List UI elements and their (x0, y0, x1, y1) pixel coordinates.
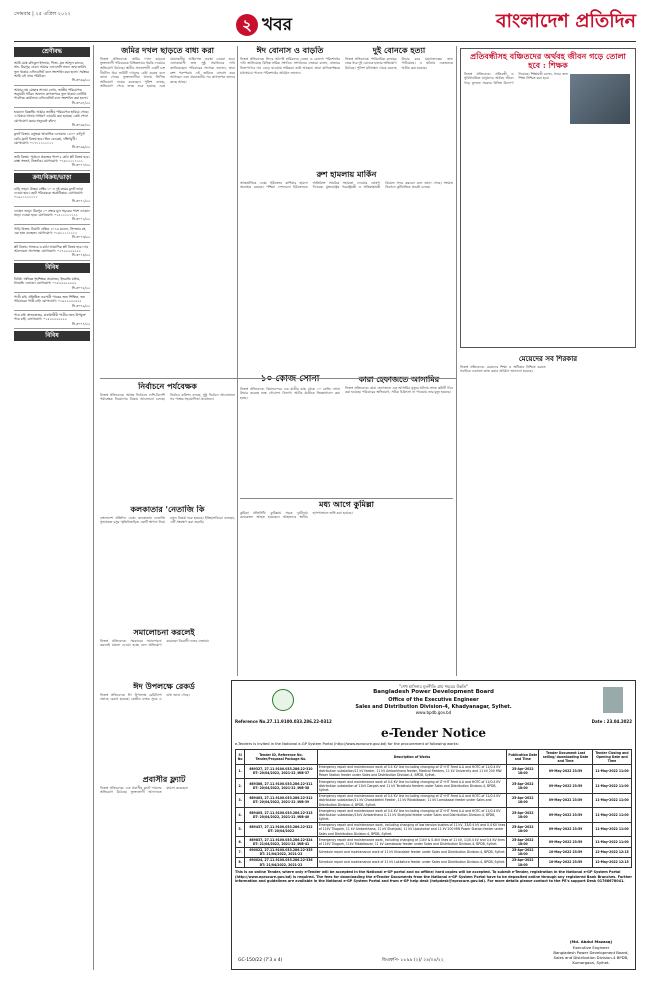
table-cell-close: 11-May-2022 11:00 (592, 793, 631, 808)
article-body: নিজস্ব প্রতিবেদক: প্রতিবন্ধী ও সুবিধাবঞ্চিত মানুষদের অর্থবহ জীবন গড়ে তুলতে সরকার বিভিন্ন উদ্যোগ নিয়েছে। শিক্ষামন্ত্রী বলেন, সবার জন্য শিক্ষা নিশ্চিত করা হবে। (464, 71, 568, 85)
classified-category-buy: ক্রয়/বিক্রয়/ভাড়া (14, 173, 90, 183)
article-body: নিজস্ব প্রতিবেদক: জমির দখল ছাড়তে ভুক্তভোগী পরিবারকে বিভিন্নভাবে হুমকি দেওয়ার অভিযোগ উঠেছে। স্থানীয় প্রভাবশালী একটি চক্র দীর্ঘদিন ধরে জমিটি দখলের চেষ্টা করছে বলে জানা গেছে। ভুক্তভোগীরা থানায় লিখিত অভিযোগ দায়ের করেছেন। পুলিশ বলছে, অভিযোগ পেয়ে তদন্ত শুরু হয়েছে এবং প্রয়োজনীয় আইনগত ব্যবস্থা নেওয়া হবে। এলাকাবাসী দ্রুত সুষ্ঠু সমাধানের দাবি জানিয়েছেন। পরিবারের সদস্যরা জানান, তারা বংশ পরম্পরায় এই জমিতে বসবাস করে আসছেন এবং প্রয়োজনীয় সব কাগজপত্র তাদের কাছে আছে। (100, 56, 235, 89)
table-header-cell: Tender ID, Reference No. Tender/Proposal Package No. (245, 750, 317, 765)
classified-ad (14, 86, 90, 108)
table-cell-pub: 25-Apr-2022 18:00 (507, 837, 539, 847)
page-header (14, 8, 636, 42)
table-cell-close: 11-May-2022 11:00 (592, 822, 631, 837)
classified-ad-ref: সি-৩০৭১/২২ (71, 199, 90, 204)
tender-notice (231, 680, 636, 970)
article-body: বাংলাদেশ প্রতিদিন ডেস্ক: কলকাতায় নেতাজি সুভাষচন্দ্র বসুর স্মৃতিবিজড়িত একটি স্থাপনা নিয়ে নতুন বিতর্ক শুরু হয়েছে। ইতিহাসবিদরা বলছেন, এটি সংরক্ষণ করা জরুরি। (100, 515, 235, 525)
classified-ad (14, 207, 90, 225)
classified-ad-text: গাড়ি বিক্রয়: টয়োটা এক্সিও ২০১৬ মডেল, সিলভার রং, এক হাত ব্যবহৃত। যোগাযোগ: ০১৬১১১১১১১১ (14, 226, 87, 236)
table-cell-id: 689405, 27.11.9100.033.286.22-313 DT: 20/04/2022, 2021-22 /WB-40 (245, 808, 317, 823)
classified-category-jobs: বিবিধ (14, 331, 90, 341)
classified-column (14, 45, 94, 970)
table-cell-close: 11-May-2022 11:00 (592, 837, 631, 847)
article-headline: সমালোচনা করলেই (133, 628, 195, 637)
table-cell-desc: Emergency repair and maintenance work, including changing of low tension bushes of 11 kV, 33/0.4 kV and 0.4 KV lines of 11kV Tilagarh, 11 kV Amberkhana, 11 kV Shahjalal, 11 kV Uposhohor and 11 kV 200 MW Power Station feeder under Sales and Distribution Division-4, BPDB, Sylhet. (318, 823, 506, 836)
classified-category-misc: বিবিধ (14, 263, 90, 273)
table-cell-close: 11-May-2022 11:00 (592, 764, 631, 779)
article-headline: প্রবাসীর ফ্ল্যাট (142, 775, 186, 784)
table-cell-id: 689386, 27.11.9100.033.286.22-311 DT: 20/04/2022, 2021-22 /WB-38 (245, 779, 317, 794)
classified-ad-text: ফ্ল্যাট বিক্রয়: বসুন্ধরা আবাসিক এলাকায় ১৪০০ বর্গফুট রেডি ফ্ল্যাট বিক্রয় হবে। তিন বেডরুম, দক্ষিণমুখী। যোগাযোগ: ০১৭১১১১১১১১ (14, 132, 85, 145)
classified-ad (14, 59, 90, 86)
table-cell-sl: 1. (236, 764, 245, 779)
table-cell-last: 09-May-2022 23:59 (539, 764, 593, 779)
table-cell-id: 690022, 27.11.9100.033.286.22-335 DT: 21/04/2022, 2021-22 (245, 847, 317, 857)
table-row (236, 822, 632, 837)
article-girls (460, 355, 636, 455)
classified-ad-text: আমি মোঃ রফিকুল ইসলাম, পিতা- মৃত আব্দুল কাদের, সাং- মিরপুর, ঢাকা। আমার এসএসসি সনদে জন্ম তারিখ ভুল থাকায় এফিডেভিট বলে সংশোধন করা হলো। সর্বস্তরে আমি এই নামে পরিচিত। (14, 61, 89, 78)
article-headline: ঈদ বোনাস ও বাড়তি (256, 46, 324, 55)
classified-ad-text: জমি বিক্রয়: পূর্বাচল প্রকল্পের পাশে ৫ কাঠা প্লট বিক্রয় হবে। রাস্তা সংলগ্ন, নিষ্কণ্টক। যোগাযোগ: ০১৮১১১১১১১১ (14, 154, 90, 163)
page-number-badge: ২ (236, 14, 258, 36)
table-header-cell: Sl No (236, 750, 245, 765)
classified-ad-text: দোকান ভাড়া: মিরপুর ১০ নম্বরে মূল সড়কের পাশে দোকান ভাড়া দেওয়া হবে। যোগাযোগ: ০১৫১১১১১১১১ (14, 208, 90, 218)
classified-ad (14, 153, 90, 171)
table-cell-pub: 25-Apr-2022 18:00 (507, 793, 539, 808)
article-gold (240, 375, 340, 495)
article-election-observer (100, 382, 235, 502)
tender-org: Bangladesh Power Development Board (373, 689, 494, 696)
table-cell-id: 690024, 27.11.9100.033.286.22-336 DT: 21/04/2022, 2021-22 (245, 857, 317, 867)
article-headline: রুশ হামলায় মার্কিন (316, 170, 377, 179)
table-cell-desc: Emergency repair and maintenance work of 0.4 KV line including changing of LT+HT Feed A.A and HOTC of 11/0.4 KV distribution substation of 11kV Dargah and 11 kV Terakhola feeders under Sales and Distribution Division-4, BPDB, Sylhet. (317, 779, 507, 794)
table-cell-id: 689837, 27.11.9100.033.286.22-324 DT: 21/04/2022, 2021-22 /WB-41 (245, 837, 317, 847)
signer-title: Executive Engineer (572, 944, 610, 950)
portrait-photo (603, 687, 623, 713)
table-cell-close: 12-May-2022 12:15 (592, 857, 631, 867)
tender-code: GC-150/22 (7'3 x 4) (238, 957, 283, 963)
table-cell-desc: Emergency repair and maintenance work of 0.4 KV line including changing of LT+HT Feed A.A and HOTC of 11/0.4 KV distribution substation/11kV Ambarkhana & 11 kV Shahjalal feeder under Sales and Distribution Division-4, BPDB, Sylhet. (317, 808, 507, 823)
classified-ad-ref: সি-৩০৭৭/২২ (71, 321, 90, 326)
classified-ad-ref: সি-৩০৭০/২২ (71, 163, 90, 168)
table-cell-last: 10-May-2022 23:59 (539, 847, 593, 857)
table-row (236, 837, 632, 847)
classified-ad (14, 243, 90, 261)
classified-ad-ref: সি-৩০৬৭/২২ (71, 100, 90, 105)
table-cell-sl: 3. (236, 793, 245, 808)
article-headline: কলকাতার 'নেতাজি কি (130, 505, 205, 514)
table-header-cell: Publication Date and Time (507, 750, 539, 765)
article-eid-bonus (240, 46, 340, 166)
classified-ad (14, 293, 90, 311)
signer-org: Bangladesh Power Development Board, Sales and Distribution Division-4 BPDB, Kumargaon, Sylhet. (553, 949, 629, 965)
classified-ad-text: বিবিধ: অভিজ্ঞ গৃহশিক্ষক প্রয়োজন, ইংরেজি মাধ্যম, ধানমন্ডি এলাকা। যোগাযোগ: ০১৮২২২২২২২২ (14, 276, 81, 286)
article-expat-flat (100, 775, 228, 970)
table-cell-last: 09-May-2022 23:59 (539, 822, 593, 837)
tender-signature (551, 939, 631, 965)
classified-ad-ref: সি-৩০৬৮/২২ (71, 122, 90, 127)
table-cell-desc: Emergency repair and maintenance work, including changing of 11kV & 0.4kV lines of 11 kV, 11/0.4 kV and 0.4 KV lines of 11kV Tilagarh, 11kV Rikabibazar, 11 kV Lamabazar feeder under Sales and Distribution Division-4, BPDB, Sylhet. (317, 837, 507, 847)
table-cell-id: 689437, 27.11.9100.033.286.22-322 DT: 20/04/2022 (245, 822, 317, 837)
article-body: নিজস্ব প্রতিবেদক: সরকারের সমালোচনা করলেই মামলা দেওয়া হচ্ছে বলে অভিযোগ করেছেন বিরোধী দলের নেতারা। (100, 638, 210, 648)
classified-ad-text: প্লট বিক্রয়: সাভারে ৩ কাঠা আবাসিক প্লট বিক্রয় হবে। দাম আলোচনা সাপেক্ষে। যোগাযোগ: ০১৭২২২২২২২২ (14, 244, 89, 254)
newspaper-masthead: বাংলাদেশ প্রতিদিন (495, 10, 636, 32)
issue-date: সোমবার | ২৫ এপ্রিল ২০২২ (14, 11, 71, 17)
tender-website[interactable]: www.bpdb.gov.bd (415, 710, 452, 716)
signer-name: (Md. Abdul Mazzaq) (569, 939, 613, 945)
table-cell-close: 11-May-2022 11:00 (592, 808, 631, 823)
tender-quote: "শেখ হাসিনার মূলনীতি গ্রাম শহরের উন্নতি" (399, 684, 468, 689)
classified-ad-ref: সি-৩০৭৪/২২ (71, 253, 90, 258)
tender-office: Office of the Executive Engineer (388, 696, 479, 703)
classified-ads-list-2 (14, 185, 90, 261)
article-body: নিজস্ব প্রতিবেদক: বিমানবন্দরে এক যাত্রীর কাছ থেকে ১০ কেজি সোনা উদ্ধার করেছে শুল্ক গোয়েন্দা বিভাগ। আটক যাত্রীকে জিজ্ঞাসাবাদ করা হচ্ছে। (240, 386, 340, 401)
table-cell-sl: 4. (236, 808, 245, 823)
classified-ad-ref: সি-৩০৬৬/২২ (71, 78, 90, 83)
table-cell-desc: Schedule repair and maintenance work of 11 kV Khasdabir feeder under Sales and Distribution Division-4, BPDB, Sylhet. (317, 847, 507, 857)
table-cell-id: 689403, 27.11.9100.033.286.22-312 DT: 20/04/2022, 2021-22 /WB-39 (245, 793, 317, 808)
tender-division: Sales and Distribution Division-4, Khadyanagar, Sylhet. (355, 703, 512, 710)
article-body: নিজস্ব প্রতিবেদক: ঈদ উপলক্ষে রেমিট্যান্স প্রবাহে রেকর্ড হয়েছে। কেন্দ্রীয় ব্যাংক সূত্রে এ তথ্য জানা গেছে। (100, 692, 190, 702)
table-cell-desc: Schedule repair and maintenance work of 11 kV Lakkatura feeder under Sales and Distribution Division-4, BPDB, Sylhet. (317, 857, 507, 867)
article-eid-record (100, 682, 228, 772)
classified-ad-ref: সি-৩০৭৩/২২ (71, 235, 90, 240)
article-headline: জমির দখল ছাড়তে বাধ্য করা (121, 46, 214, 55)
classified-ad (14, 275, 90, 293)
table-cell-id: 689327, 27.11.9100.033.286.22-310 DT: 20/04/2022, 2021-22 /WB-37 (245, 764, 317, 779)
table-cell-close: 12-May-2022 12:15 (592, 847, 631, 857)
classified-ad (14, 185, 90, 207)
section-logo (224, 10, 304, 40)
article-body: নিজস্ব প্রতিবেদক: এক প্রবাসীর ফ্ল্যাট দখলের অভিযোগ উঠেছে। ভুক্তভোগী আদালতে মামলা করেছেন। (100, 785, 189, 795)
table-cell-sl: 2. (236, 779, 245, 794)
classified-ad-ref: সি-৩০৬৯/২২ (71, 145, 90, 150)
table-cell-last: 10-May-2022 23:59 (539, 857, 593, 867)
classified-ad-text: হারানো বিজ্ঞপ্তি: আমার জাতীয় পরিচয়পত্র হারিয়ে গেছে। এ বিষয়ে থানায় সাধারণ ডায়েরি করা হয়েছে। কেউ পেলে যোগাযোগ করার অনুরোধ রইল। (14, 109, 89, 123)
table-row (236, 808, 632, 823)
article-prison-death (345, 375, 453, 495)
article-russia-attack (240, 170, 453, 370)
table-header-cell: Description of Works (317, 750, 507, 765)
article-body: নিজস্ব প্রতিবেদক: আসন্ন নির্বাচনে দেশি-বিদেশি পর্যবেক্ষক নিয়োগের বিষয়ে আলোচনা চলছে। নির্বাচন কমিশন বলছে, সুষ্ঠু নির্বাচন আয়োজনে সব পক্ষের সহযোগিতা প্রয়োজন। (100, 392, 235, 402)
table-row (236, 847, 632, 857)
tender-title: e-Tender Notice (380, 726, 487, 741)
article-comilla (240, 500, 453, 620)
classified-ads-list-3 (14, 275, 90, 329)
table-cell-sl: 6. (236, 837, 245, 847)
table-row (236, 857, 632, 867)
classified-ad-text: বাড়ি ভাড়া: উত্তরা সেক্টর ১০ এ দুই রুমের ফ্ল্যাট ভাড়া দেওয়া হবে। ছোট পরিবারকে অগ্রাধিকার। যোগাযোগ: ০১৯১১১১১১১১ (14, 186, 84, 200)
classified-ad (14, 311, 90, 329)
article-criticism (100, 628, 228, 678)
classified-ad-ref: সি-৩০৭৬/২২ (71, 303, 90, 308)
table-cell-pub: 25-Apr-2022 18:00 (507, 779, 539, 794)
table-row (236, 793, 632, 808)
classified-ad (14, 225, 90, 243)
row-rule (100, 378, 456, 379)
article-headline: কারা হেফাজতে আসামির (358, 375, 440, 384)
table-cell-desc: Emergency repair and maintenance work of 0.4 KV line including changing of LT+HT Feed A.A and HOTC of 11/0.4 KV distribution substation/11 kV Chowkidekhi Feeder, 11 kV Rikabibazar, 11 kV Lamabazar feeder under Sales and Distribution Division-4, BPDB, Sylhet. (317, 793, 507, 808)
classified-ad (14, 108, 90, 130)
article-photo (570, 74, 630, 124)
article-body: নিজস্ব প্রতিবেদক: মেয়েদের শিক্ষা ও অধিকার নিশ্চিত করতে সবাইকে একসঙ্গে কাজ করার আহ্বান জানানো হয়েছে। (460, 364, 546, 374)
table-cell-pub: 25-Apr-2022 18:00 (507, 822, 539, 837)
article-disabled-rights (460, 48, 636, 348)
table-cell-desc: Emergency repair and maintenance work of 0.4 KV line including changing of LT+HT Feed A.A and HOTC of 11/0.4 KV distribution substation/11 kV feeder, 11 kV Ambarkhana feeder, Medical Feeders, 11 kV Univercity and 11 kV 200 MW Power Station feeder under Sales and Distribution Division-4, BPDB, Sylhet. (317, 764, 507, 779)
classified-ads-list (14, 59, 90, 170)
article-headline: প্রতিবন্ধীসহ বঞ্চিতদের অর্থবহ জীবন গড়ে তোলা হবে : শিক্ষক (470, 51, 626, 70)
table-header-cell: Tender Document Last selling/ downloading Date and Time (539, 750, 593, 765)
tender-reference: Reference No.27.11.9100.033.286.22-0312 (235, 718, 332, 724)
article-headline: দুই বোনকে হত্যা (372, 46, 426, 55)
table-row (236, 779, 632, 794)
column-rule (456, 46, 457, 676)
classified-title: শ্রেণীবদ্ধ (14, 47, 90, 57)
table-cell-sl: 7. (236, 847, 245, 857)
article-headline: মেয়েদের সব শিরকার (518, 355, 578, 363)
article-headline: ঈদ উপলক্ষে রেকর্ড (133, 682, 195, 691)
classified-ad-text: পাত্রী চাই: প্রতিষ্ঠিত ব্যবসায়ী পাত্রের জন্য শিক্ষিত, ভদ্র পরিবারের পাত্রী চাই। যোগাযোগ: ০১৯২২২২২২২২ (14, 294, 85, 304)
table-cell-sl: 5. (236, 822, 245, 837)
table-header-cell: Tender Closing and Opening Date and Time (592, 750, 631, 765)
article-body: কুমিল্লা প্রতিনিধি: কুমিল্লায় সড়ক দুর্ঘটনায় কয়েকজন আহত হয়েছেন। আহতদের স্থানীয় হাসপাতালে ভর্তি করা হয়েছে। (240, 510, 353, 520)
article-headline: মধ্য আগে কুমিল্লা (319, 500, 374, 509)
tender-table (235, 749, 632, 868)
article-body: নিজস্ব প্রতিবেদক: কারা হেফাজতে এক আসামির মৃত্যুর ঘটনায় তদন্ত কমিটি গঠন করা হয়েছে। পরিবারের অভিযোগ, সঠিক চিকিৎসা না পাওয়ায় তার মৃত্যু হয়েছে। (345, 385, 453, 395)
tender-note: This is an online Tender, where only e-Tender will be accepted in the National e-GP portal and no offline/ hard copies will be accepted. To submit e-Tender, registration in the National e-GP System Portal (http://www.eprocure.gov.bd) is required. The fees for downloading the e-Tender Documents from the National e-GP System Portal have to be deposited online through any registered Bank Branches. Further information and guidelines are available in the National e-GP System Portal and from e-GP help desk (helpdesk@eprocure.gov.bd). For more details please contact to the PE's support Desk 01766678041. (235, 870, 632, 884)
tender-intro: e-Tenders is invited in the National e-GP System Portal (http://www.eprocure.gov.bd) for the procurement of following works: (235, 742, 459, 747)
row-rule (240, 498, 453, 499)
article-body: নিজস্ব প্রতিবেদক: ঈদের আগেই শ্রমিকদের বেতন ও বোনাস পরিশোধের দাবি জানিয়েছে বিভিন্ন শ্রমিক সংগঠন। সংগঠনের নেতারা বলেন, বাজারে নিত্যপণ্যের দাম বেড়ে যাওয়ায় শ্রমিকরা কষ্টে আছেন। তারা মালিকপক্ষকে যথাসময়ে পাওনা পরিশোধের আহ্বান জানান। (240, 56, 340, 75)
table-cell-close: 11-May-2022 11:00 (592, 779, 631, 794)
classified-ad-text: পাত্র চাই: স্নাতকোত্তর, চাকরিজীবী পাত্রীর জন্য উপযুক্ত পাত্র চাই। যোগাযোগ: ০১৫২২২২২২২২ (14, 312, 86, 322)
article-headline: নির্বাচনে পর্যবেক্ষক (138, 382, 197, 391)
tender-date: Date : 23.04.2022 (591, 718, 632, 724)
table-cell-pub: 25-Apr-2022 18:00 (507, 847, 539, 857)
dfp-code: ডিএফপি- ৮৮৯৯ (২)/ ২৪/০৪/২২ (382, 957, 444, 963)
table-cell-pub: 25-Apr-2022 18:00 (507, 808, 539, 823)
article-headline: ১০ কেজি সোনা (260, 375, 320, 384)
table-cell-last: 09-May-2022 23:59 (539, 779, 593, 794)
column-rule (237, 46, 238, 676)
table-cell-pub: 25-Apr-2022 18:00 (507, 764, 539, 779)
table-cell-last: 09-May-2022 23:59 (539, 837, 593, 847)
article-two-sisters (345, 46, 453, 166)
classified-ad (14, 130, 90, 152)
section-name: খবর (262, 14, 292, 35)
article-land-dispute (100, 46, 235, 376)
article-kolkata-netaji (100, 505, 235, 625)
classified-ad-text: আমার নাম মোছাঃ সালমা বেগম, জাতীয় পরিচয়পত্র অনুযায়ী সঠিক। অন্যান্য কাগজপত্রে ভুল থাকায় নোটারি পাবলিক কার্যালয়ে এফিডেভিট বলে সংশোধন করা হলো। (14, 87, 88, 101)
table-cell-last: 09-May-2022 23:59 (539, 793, 593, 808)
table-cell-last: 09-May-2022 23:59 (539, 808, 593, 823)
table-cell-pub: 25-Apr-2022 18:00 (507, 857, 539, 867)
bpdb-emblem-icon (272, 689, 294, 711)
article-body: আন্তর্জাতিক ডেস্ক: ইউক্রেনে রাশিয়ার হামলা অব্যাহত রয়েছে। পশ্চিমা দেশগুলো ইউক্রেনকে অতিরিক্ত সামরিক সহায়তা দেওয়ার ঘোষণা দিয়েছে। যুক্তরাষ্ট্রের পররাষ্ট্রমন্ত্রী ও প্রতিরক্ষামন্ত্রী কিয়েভ সফর করবেন বলে জানা গেছে। সংঘাত নিরসনে কূটনৈতিক প্রচেষ্টা চলছে। (240, 180, 453, 190)
classified-ad-ref: সি-৩০৭৫/২২ (71, 285, 90, 290)
table-row (236, 764, 632, 779)
classified-ad-ref: সি-৩০৭২/২২ (71, 217, 90, 222)
table-cell-sl: 8. (236, 857, 245, 867)
article-body: নিজস্ব প্রতিবেদক: পারিবারিক কলহের জের ধরে দুই বোনকে হত্যার অভিযোগ উঠেছে। পুলিশ ঘটনাস্থল থেকে মরদেহ উদ্ধার করে ময়নাতদন্তের জন্য পাঠিয়েছে। এ ঘটনায় একজনকে আটক করা হয়েছে। (345, 56, 453, 70)
